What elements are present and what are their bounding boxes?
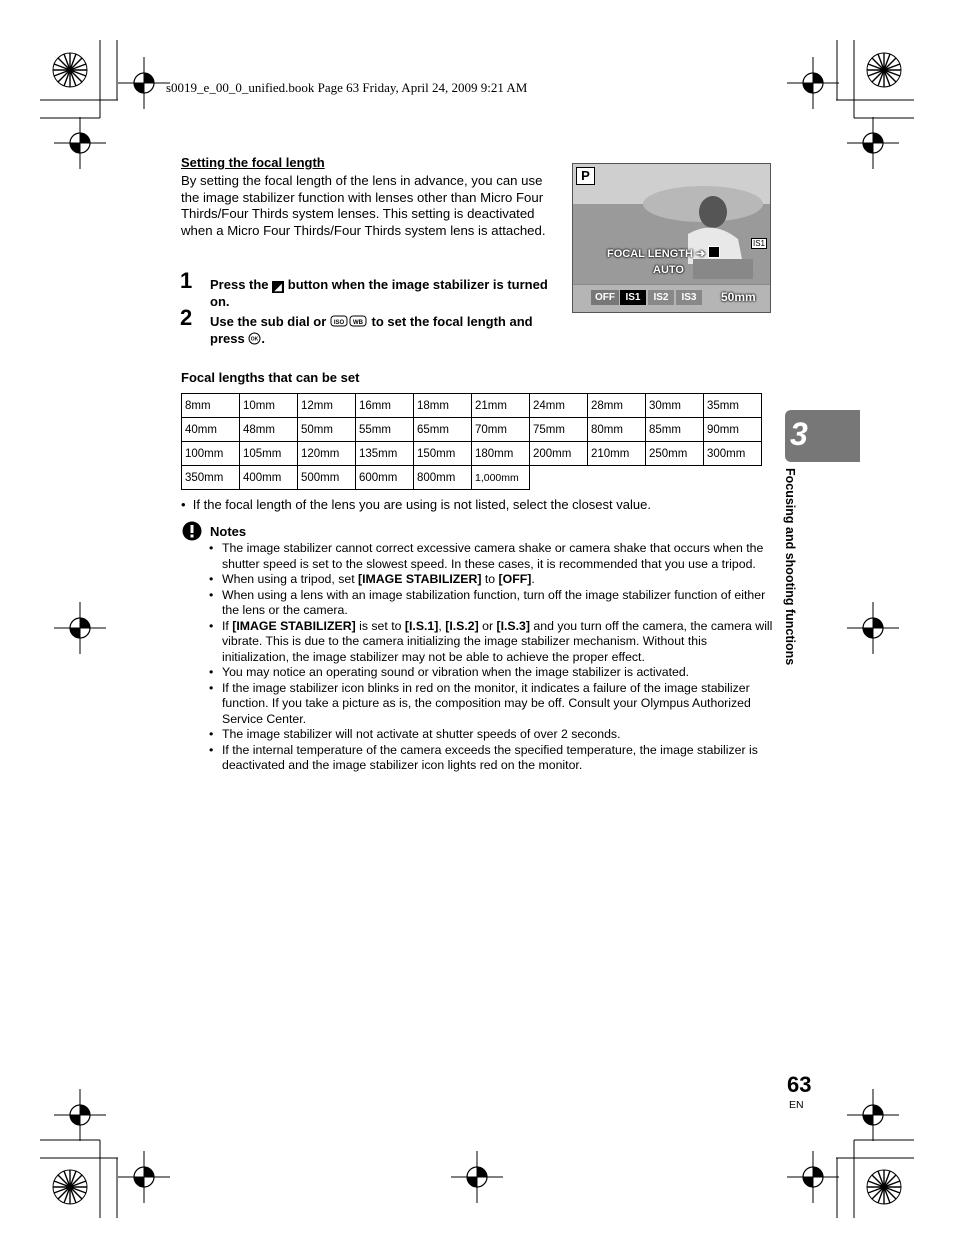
notes-alert-icon bbox=[182, 521, 202, 546]
table-cell: 250mm bbox=[646, 442, 704, 466]
step-2-number: 2 bbox=[180, 305, 193, 330]
table-row bbox=[182, 442, 762, 466]
note-item: • When using a tripod, set [IMAGE STABILIZER] to [OFF]. bbox=[209, 572, 774, 588]
focal-lengths-table bbox=[181, 393, 762, 490]
table-cell: 8mm bbox=[182, 394, 240, 418]
notes-list bbox=[209, 541, 774, 774]
table-cell: 12mm bbox=[298, 394, 356, 418]
note-item: • If [IMAGE STABILIZER] is set to [I.S.1], [I.S.2] or [I.S.3] and you turn off the camera, the camera will vibrate. This is due to the camera initializing the image stabilizer mechanism. Without this initialization, the image stabilizer may not be able to achieve the proper effect. bbox=[209, 619, 774, 666]
focal-table-title: Focal lengths that can be set bbox=[181, 370, 360, 385]
iso-wb-buttons-icon bbox=[330, 314, 368, 326]
closest-value-note: • If the focal length of the lens you are using is not listed, select the closest value. bbox=[181, 497, 651, 512]
table-cell: 120mm bbox=[298, 442, 356, 466]
exposure-compensation-icon bbox=[708, 246, 720, 258]
camera-monitor-screenshot bbox=[572, 163, 771, 313]
table-cell: 200mm bbox=[530, 442, 588, 466]
table-cell: 30mm bbox=[646, 394, 704, 418]
table-cell: 18mm bbox=[414, 394, 472, 418]
step-2-text: Use the sub dial or ISO WB to set the focal length and press OK . bbox=[210, 314, 533, 346]
table-cell: 75mm bbox=[530, 418, 588, 442]
table-cell-empty bbox=[646, 466, 704, 490]
table-cell: 400mm bbox=[240, 466, 298, 490]
intro-paragraph: By setting the focal length of the lens in advance, you can use the image stabilizer function with lenses other than Micro Four Thirds/Four Thirds system lenses. This setting is deactivated when a Micro Four Thirds/Four Thirds system lens is attached. bbox=[181, 173, 546, 238]
table-cell: 50mm bbox=[298, 418, 356, 442]
table-cell: 210mm bbox=[588, 442, 646, 466]
step-1-number: 1 bbox=[180, 268, 193, 293]
step-1-text: Press the ◢ button when the image stabilizer is turned on. bbox=[210, 277, 548, 309]
table-row bbox=[182, 394, 762, 418]
table-cell: 48mm bbox=[240, 418, 298, 442]
table-cell: 105mm bbox=[240, 442, 298, 466]
table-cell: 10mm bbox=[240, 394, 298, 418]
table-cell: 24mm bbox=[530, 394, 588, 418]
table-cell: 600mm bbox=[356, 466, 414, 490]
table-row bbox=[182, 418, 762, 442]
table-cell: 350mm bbox=[182, 466, 240, 490]
svg-text:ISO: ISO bbox=[333, 320, 345, 326]
table-cell: 80mm bbox=[588, 418, 646, 442]
table-cell-empty bbox=[530, 466, 588, 490]
table-cell-empty bbox=[588, 466, 646, 490]
table-cell: 90mm bbox=[704, 418, 762, 442]
table-cell-empty bbox=[704, 466, 762, 490]
chapter-tab bbox=[785, 410, 860, 462]
table-cell: 21mm bbox=[472, 394, 530, 418]
is-indicator: IS1 bbox=[752, 239, 765, 248]
table-cell: 180mm bbox=[472, 442, 530, 466]
option-is3[interactable]: IS3 bbox=[676, 290, 702, 305]
notes-heading: Notes bbox=[210, 524, 247, 539]
table-cell: 135mm bbox=[356, 442, 414, 466]
option-off[interactable]: OFF bbox=[591, 290, 619, 305]
page-number: 63 bbox=[787, 1072, 812, 1097]
overlay-focal-length: FOCAL LENGTH ➔ bbox=[607, 246, 720, 260]
svg-text:OK: OK bbox=[251, 336, 259, 343]
option-is1[interactable]: IS1 bbox=[620, 290, 646, 305]
table-cell: 150mm bbox=[414, 442, 472, 466]
table-cell: 800mm bbox=[414, 466, 472, 490]
section-title: Setting the focal length bbox=[181, 155, 325, 170]
note-item: • If the image stabilizer icon blinks in red on the monitor, it indicates a failure of the image stabilizer function. If you take a picture as is, the composition may be off. Consult your Olympus Authorized Service Center. bbox=[209, 681, 774, 728]
table-cell: 100mm bbox=[182, 442, 240, 466]
chapter-title: Focusing and shooting functions bbox=[783, 468, 797, 666]
focal-value: 50mm bbox=[721, 290, 756, 304]
note-item: • You may notice an operating sound or vibration when the image stabilizer is activated. bbox=[209, 665, 774, 681]
note-item: • The image stabilizer cannot correct excessive camera shake or camera shake that occurs when the shutter speed is set to the slowest speed. In these cases, it is recommended that you use a tripod. bbox=[209, 541, 774, 572]
table-cell: 300mm bbox=[704, 442, 762, 466]
table-cell: 28mm bbox=[588, 394, 646, 418]
table-cell: 35mm bbox=[704, 394, 762, 418]
book-header: s0019_e_00_0_unified.book Page 63 Friday, April 24, 2009 9:21 AM bbox=[166, 80, 528, 95]
option-is2[interactable]: IS2 bbox=[648, 290, 674, 305]
exposure-compensation-icon: ◢ bbox=[272, 281, 284, 293]
note-item: • When using a lens with an image stabilization function, turn off the image stabilizer function of either the lens or the camera. bbox=[209, 588, 774, 619]
note-item: • The image stabilizer will not activate at shutter speeds of over 2 seconds. bbox=[209, 727, 774, 743]
table-cell: 85mm bbox=[646, 418, 704, 442]
overlay-auto: AUTO bbox=[653, 264, 684, 276]
table-cell: 16mm bbox=[356, 394, 414, 418]
table-cell: 500mm bbox=[298, 466, 356, 490]
chapter-number: 3 bbox=[790, 416, 808, 452]
table-cell: 1,000mm bbox=[472, 466, 530, 490]
table-row bbox=[182, 466, 762, 490]
table-cell: 65mm bbox=[414, 418, 472, 442]
page-language: EN bbox=[789, 1099, 804, 1111]
note-item: • If the internal temperature of the camera exceeds the specified temperature, the image stabilizer is deactivated and the image stabilizer icon lights red on the monitor. bbox=[209, 743, 774, 774]
table-cell: 70mm bbox=[472, 418, 530, 442]
option-bar bbox=[573, 285, 770, 312]
svg-text:WB: WB bbox=[352, 320, 363, 326]
table-cell: 40mm bbox=[182, 418, 240, 442]
mode-indicator: P bbox=[576, 167, 595, 185]
ok-button-icon bbox=[248, 332, 261, 345]
table-cell: 55mm bbox=[356, 418, 414, 442]
